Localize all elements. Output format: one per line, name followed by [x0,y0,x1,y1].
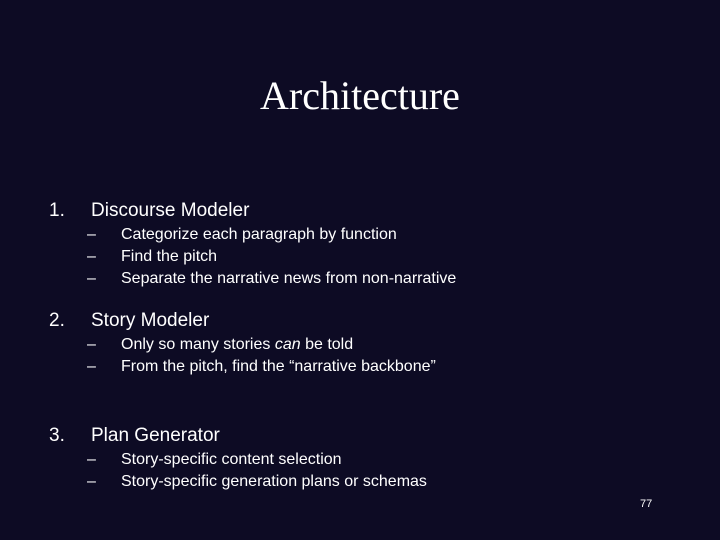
item-number: 2. [49,310,65,331]
item-label: Story Modeler [91,310,210,331]
sub-item [0,471,720,493]
sub-item [0,449,720,471]
sub-item-text: Separate the narrative news from non-narrative [121,270,457,287]
dash-bullet: – [87,451,96,468]
slide-title: Architecture [260,73,460,118]
page-number: 77 [640,498,653,510]
sub-item [0,356,720,378]
sub-item [0,268,720,290]
dash-bullet: – [87,270,96,287]
sub-item-text-after: be told [300,336,354,353]
sub-list [0,224,720,290]
dash-bullet: – [87,336,96,353]
item-label: Plan Generator [91,425,220,446]
sub-item-text-before: Only so many stories [121,336,275,353]
item-number: 3. [49,425,65,446]
dash-bullet: – [87,248,96,265]
dash-bullet: – [87,358,96,375]
sub-item [0,246,720,268]
sub-item-text: Story-specific generation plans or schemas [121,473,427,490]
dash-bullet: – [87,226,96,243]
dash-bullet: – [87,473,96,490]
sub-item [0,224,720,246]
sub-list [0,449,720,493]
sub-list [0,334,720,378]
sub-item-text [121,334,353,356]
sub-item [0,334,720,356]
sub-item-text: Categorize each paragraph by function [121,226,397,243]
sub-item-text-emphasis: can [274,336,301,353]
sub-item-text: From the pitch, find the “narrative backbone” [121,358,436,375]
item-label: Discourse Modeler [91,200,250,221]
item-number: 1. [49,200,65,221]
sub-item-text: Find the pitch [121,248,218,265]
sub-item-text: Story-specific content selection [121,451,342,468]
